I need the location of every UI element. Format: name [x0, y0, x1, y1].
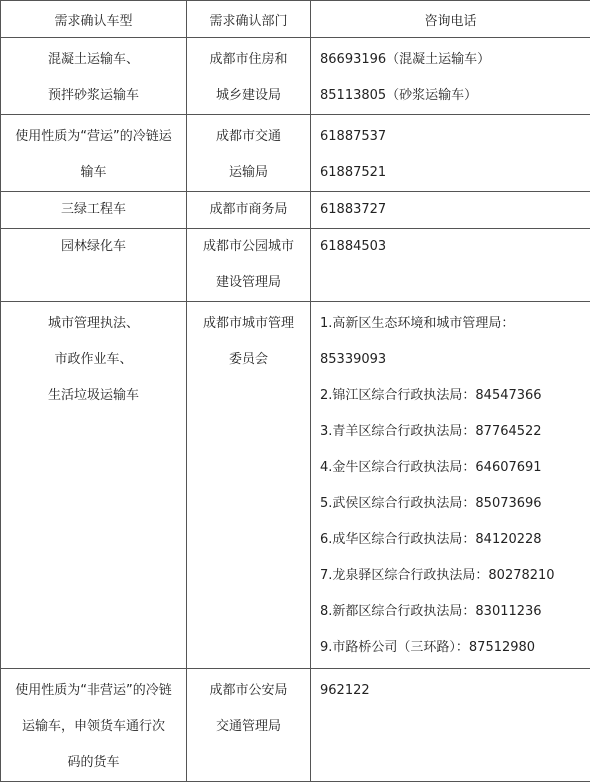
phone-line: 61887537 — [320, 119, 590, 155]
department-cell — [187, 115, 311, 192]
phone-line: 86693196（混凝土运输车） — [320, 42, 590, 78]
vehicle-type-line: 混凝土运输车、 — [7, 42, 180, 78]
vehicle-type-cell — [1, 302, 187, 669]
phone-line: 5.武侯区综合行政执法局：85073696 — [320, 486, 590, 522]
phone-line: 61883727 — [320, 192, 590, 228]
vehicle-type-line: 生活垃圾运输车 — [7, 378, 180, 414]
vehicle-type-cell — [1, 38, 187, 115]
phone-line: 85113805（砂浆运输车） — [320, 78, 590, 114]
vehicle-type-cell — [1, 115, 187, 192]
vehicle-type-line: 码的货车 — [7, 745, 180, 781]
department-cell — [187, 302, 311, 669]
phone-line: 4.金牛区综合行政执法局：64607691 — [320, 450, 590, 486]
vehicle-type-line: 输车 — [7, 155, 180, 191]
vehicle-type-line: 园林绿化车 — [7, 229, 180, 265]
vehicle-type-line: 使用性质为“营运”的冷链运 — [7, 119, 180, 155]
vehicle-type-cell — [1, 192, 187, 229]
table-row — [1, 192, 590, 229]
phone-line: 1.高新区生态环境和城市管理局： — [320, 306, 590, 342]
department-line: 成都市住房和 — [193, 42, 304, 78]
phone-line: 2.锦江区综合行政执法局：84547366 — [320, 378, 590, 414]
vehicle-type-cell — [1, 669, 187, 782]
department-line: 交通管理局 — [193, 709, 304, 745]
department-cell — [187, 38, 311, 115]
phone-line: 8.新都区综合行政执法局：83011236 — [320, 594, 590, 630]
phone-line: 3.青羊区综合行政执法局：87764522 — [320, 414, 590, 450]
phone-line: 85339093 — [320, 342, 590, 378]
phone-line: 61884503 — [320, 229, 590, 265]
phone-line: 7.龙泉驿区综合行政执法局：80278210 — [320, 558, 590, 594]
header-vehicle-type: 需求确认车型 — [1, 1, 187, 38]
table-row — [1, 229, 590, 302]
department-cell — [187, 192, 311, 229]
department-line: 成都市交通 — [193, 119, 304, 155]
vehicle-type-line: 城市管理执法、 — [7, 306, 180, 342]
phone-cell — [311, 669, 590, 782]
table-row — [1, 115, 590, 192]
phone-cell — [311, 302, 590, 669]
vehicle-type-line: 运输车，申领货车通行次 — [7, 709, 180, 745]
department-line: 建设管理局 — [193, 265, 304, 301]
vehicle-type-cell — [1, 229, 187, 302]
department-line: 成都市公安局 — [193, 673, 304, 709]
department-line: 城乡建设局 — [193, 78, 304, 114]
phone-line: 962122 — [320, 673, 590, 709]
department-line: 成都市城市管理 — [193, 306, 304, 342]
phone-cell — [311, 115, 590, 192]
department-line: 运输局 — [193, 155, 304, 191]
table-row — [1, 38, 590, 115]
phone-line: 61887521 — [320, 155, 590, 191]
phone-line: 6.成华区综合行政执法局：84120228 — [320, 522, 590, 558]
vehicle-type-line: 市政作业车、 — [7, 342, 180, 378]
vehicle-type-line: 预拌砂浆运输车 — [7, 78, 180, 114]
department-line: 成都市商务局 — [193, 192, 304, 228]
vehicle-type-line: 使用性质为“非营运”的冷链 — [7, 673, 180, 709]
department-line: 成都市公园城市 — [193, 229, 304, 265]
vehicle-type-line: 三绿工程车 — [7, 192, 180, 228]
department-line: 委员会 — [193, 342, 304, 378]
phone-cell — [311, 229, 590, 302]
department-cell — [187, 229, 311, 302]
table-row — [1, 302, 590, 669]
header-department: 需求确认部门 — [187, 1, 311, 38]
phone-cell — [311, 192, 590, 229]
table-row — [1, 669, 590, 782]
department-cell — [187, 669, 311, 782]
phone-line: 9.市路桥公司（三环路）：87512980 — [320, 630, 590, 666]
header-phone: 咨询电话 — [311, 1, 590, 38]
table-header-row — [1, 1, 590, 38]
phone-cell — [311, 38, 590, 115]
